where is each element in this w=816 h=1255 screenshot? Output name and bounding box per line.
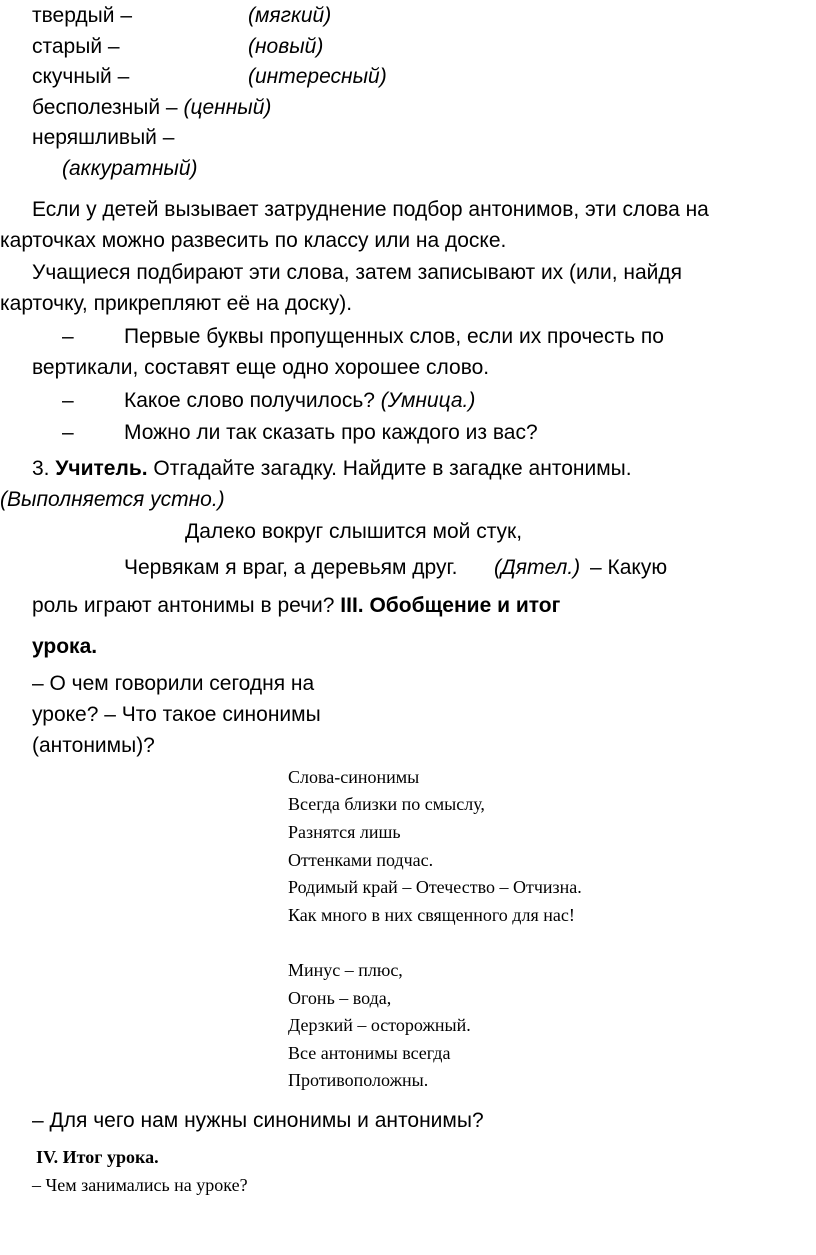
poem1-line: Родимый край – Отечество – Отчизна. (288, 877, 582, 897)
pair-word-3: скучный – (32, 65, 130, 88)
riddle-line2: Червякам я враг, а деревьям друг. (124, 556, 458, 579)
bullet2 (124, 388, 475, 414)
bullet2-text: Какое слово получилось? (124, 389, 375, 412)
task3-text: Отгадайте загадку. Найдите в загадке антонимы. (153, 457, 632, 480)
riddle-question-start: – Какую (590, 556, 668, 579)
pair-word-5: неряшливый – (32, 126, 175, 149)
poem1-line: Слова-синонимы (288, 767, 420, 787)
para2-line2: карточку, прикрепляют её на доску). (0, 292, 353, 315)
section3-heading-part2: урока. (32, 635, 98, 658)
para1-line1: Если у детей вызывает затруднение подбор антонимов, эти слова на (32, 198, 709, 221)
riddle-line1: Далеко вокруг слышится мой стук, (185, 520, 523, 543)
pair-line-4 (32, 95, 271, 121)
final-question: – Для чего нам нужны синонимы и антонимы? (32, 1109, 484, 1132)
bullet-dash-1: – (62, 325, 74, 348)
poem2-line: Дерзкий – осторожный. (288, 1015, 471, 1035)
bullet1-line2: вертикали, составят еще одно хорошее слово. (32, 356, 490, 379)
poem1-line: Оттенками подчас. (288, 850, 434, 870)
summary-line1: – О чем говорили сегодня на (32, 672, 315, 695)
para1-line2: карточках можно развесить по классу или на доске. (0, 229, 507, 252)
riddle-answer: (Дятел.) (494, 556, 581, 579)
poem1-line: Разнятся лишь (288, 822, 401, 842)
task3-teacher: Учитель. (55, 457, 148, 480)
pair-antonym-2: (новый) (248, 35, 324, 58)
summary-line3: (антонимы)? (32, 734, 155, 757)
task3-line (32, 456, 632, 482)
poem2-line: Противоположны. (288, 1070, 429, 1090)
riddle-question-line (32, 593, 560, 619)
pair-word-1: твердый – (32, 4, 133, 27)
bullet-dash-3: – (62, 421, 74, 444)
poem1-line: Как много в них священного для нас! (288, 905, 575, 925)
poem2-line: Все антонимы всегда (288, 1043, 451, 1063)
riddle-question-end: роль играют антонимы в речи? (32, 594, 335, 617)
pair-word-4: бесполезный – (32, 96, 178, 119)
bullet3-text: Можно ли так сказать про каждого из вас? (124, 421, 538, 444)
bullet-dash-2: – (62, 389, 74, 412)
bullet2-answer: (Умница.) (380, 389, 476, 412)
pair-word-2: старый – (32, 35, 120, 58)
pair-antonym-1: (мягкий) (248, 4, 332, 27)
poem2-line: Минус – плюс, (288, 960, 403, 980)
section3-heading-part1: III. Обобщение и итог (340, 594, 561, 617)
poem1-line: Всегда близки по смыслу, (288, 794, 485, 814)
pair-antonym-4: (ценный) (183, 96, 272, 119)
poem2-line: Огонь – вода, (288, 988, 392, 1008)
bullet1-line1: Первые буквы пропущенных слов, если их прочесть по (124, 325, 664, 348)
pair-antonym-3: (интересный) (248, 65, 387, 88)
section4-question: – Чем занимались на уроке? (32, 1175, 248, 1195)
summary-line2: уроке? – Что такое синонимы (32, 703, 321, 726)
task3-number: 3. (32, 457, 50, 480)
pair-antonym-5: (аккуратный) (62, 157, 198, 180)
para2-line1: Учащиеся подбирают эти слова, затем записывают их (или, найдя (32, 261, 683, 284)
task3-note: (Выполняется устно.) (0, 488, 225, 511)
section4-heading: IV. Итог урока. (36, 1147, 159, 1167)
